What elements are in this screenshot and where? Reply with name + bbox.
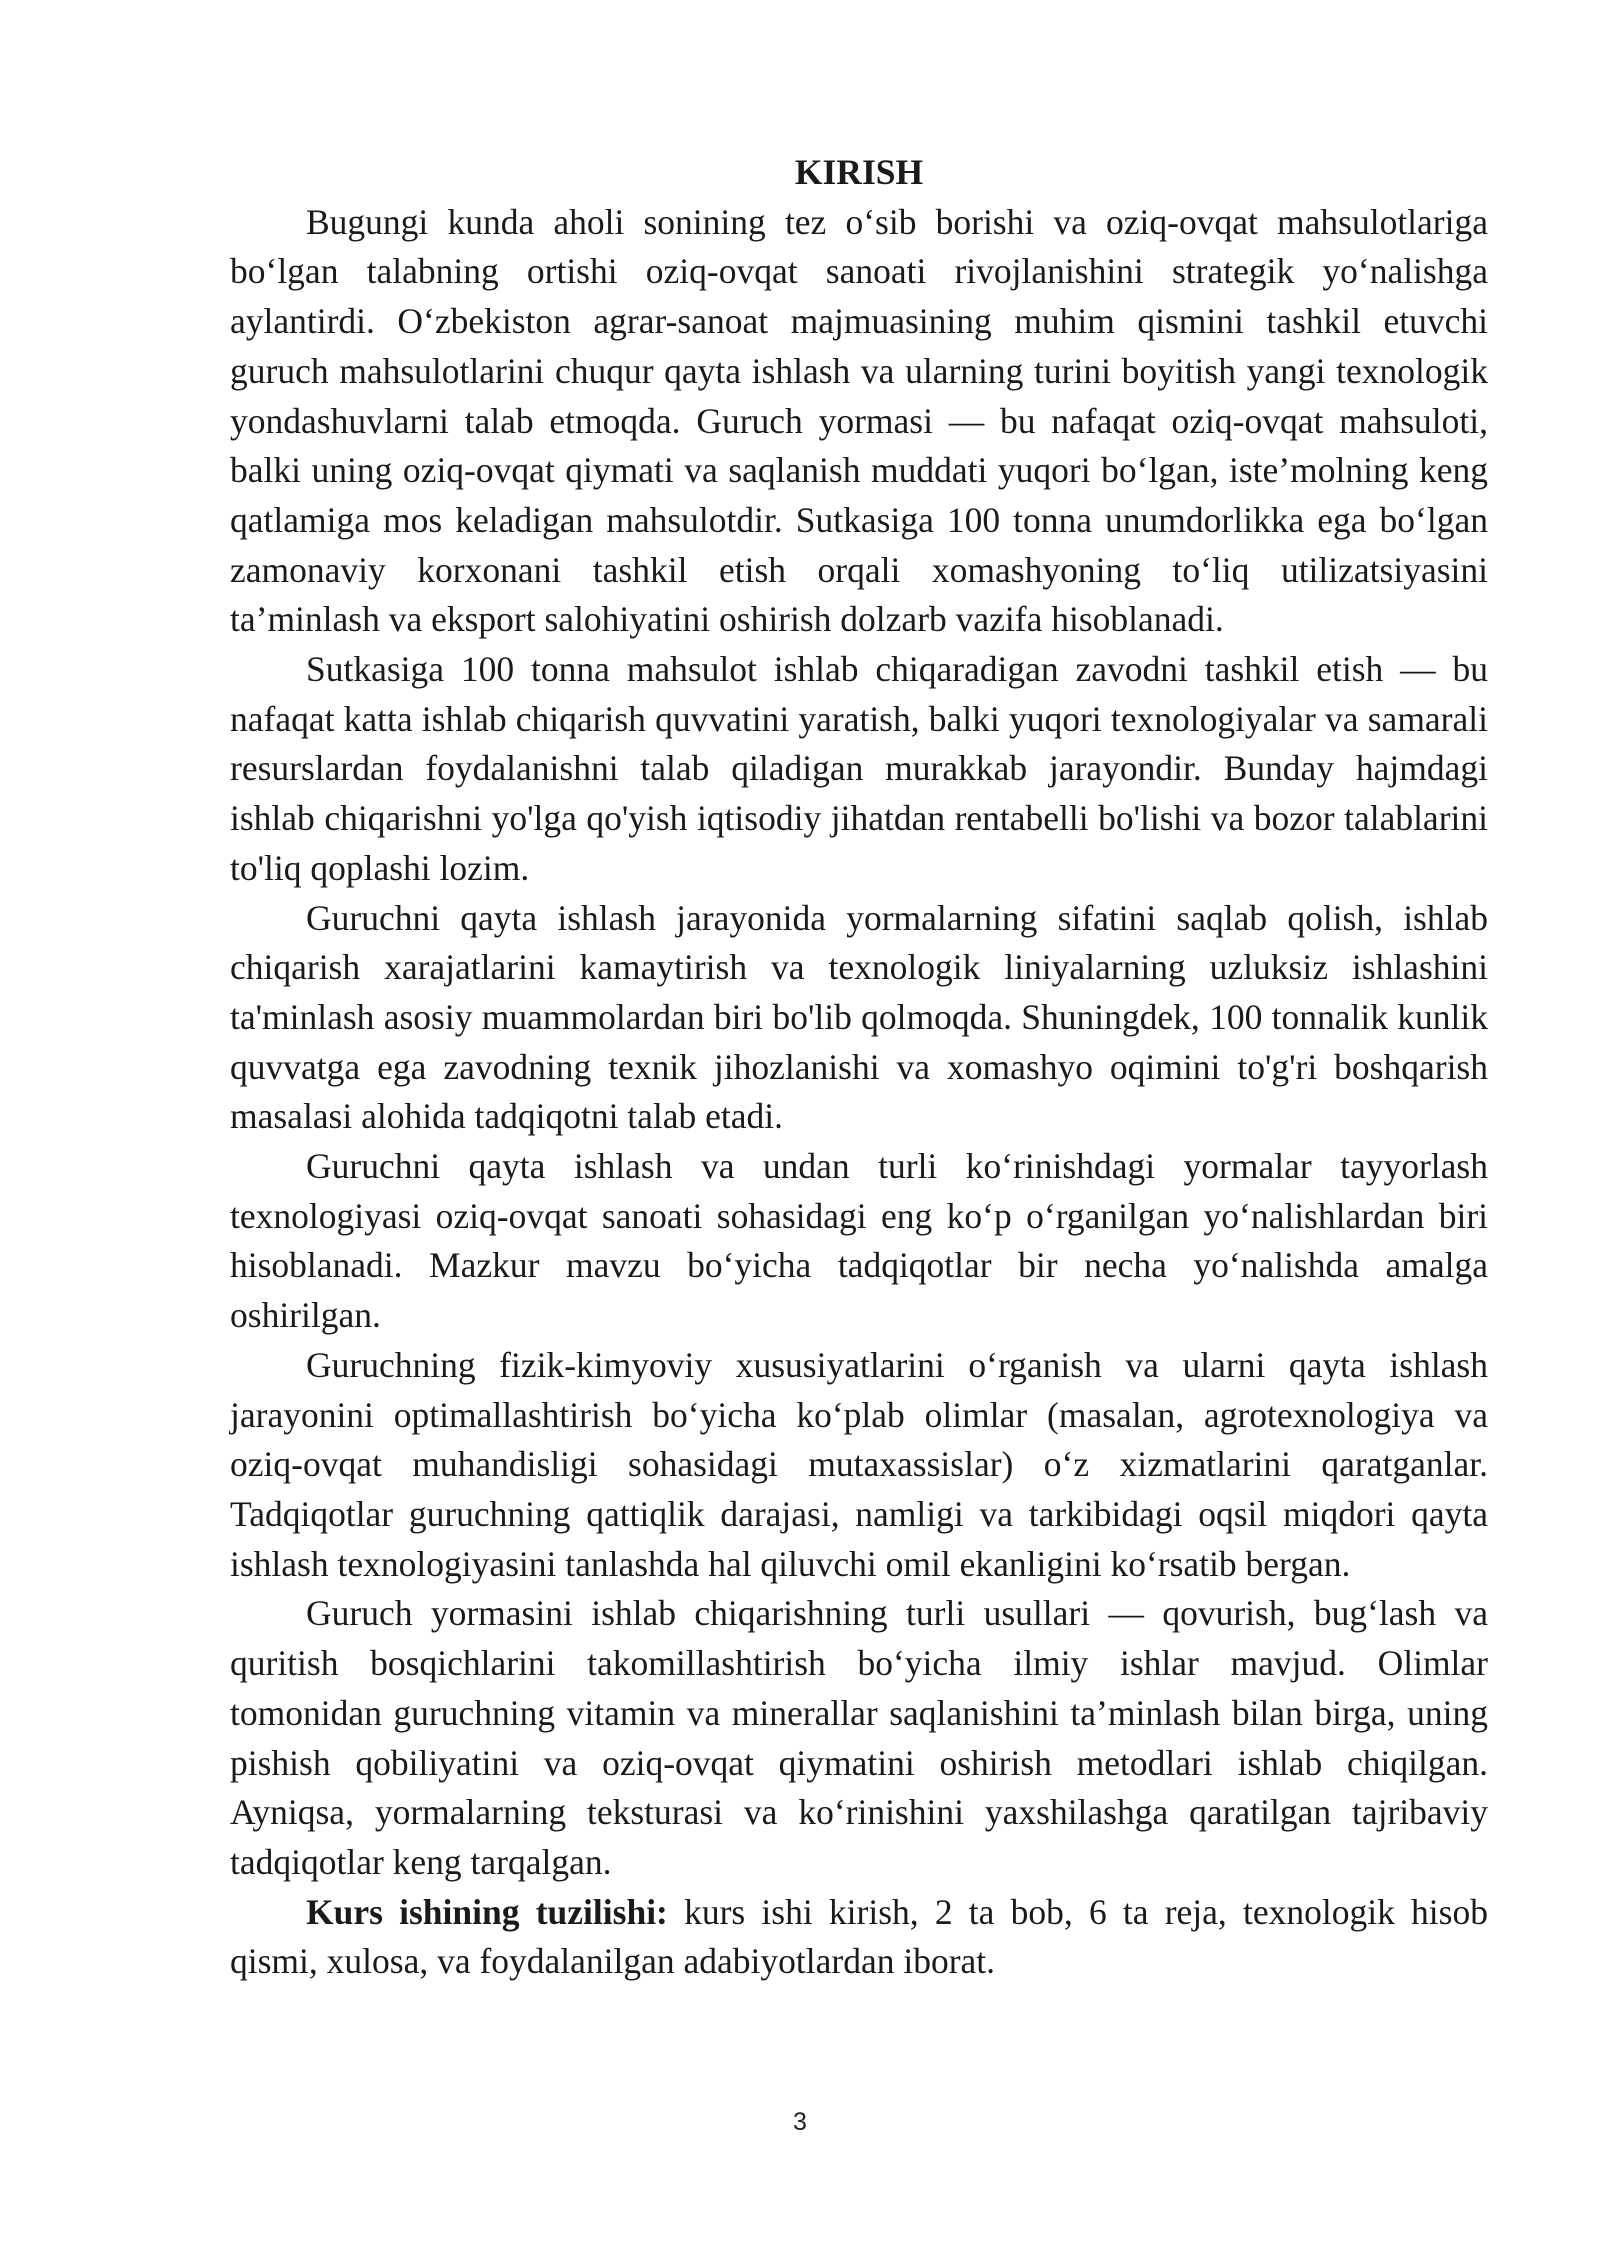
paragraph-2: Sutkasiga 100 tonna mahsulot ishlab chiqaradigan zavodni tashkil etish — bu nafaqat katta ishlab chiqarish quvvatini yaratish, balki yuqori texnologiyalar va samarali resurslardan foydalanishni talab qiladigan murakkab jarayondir. Bunday hajmdagi ishlab chiqarishni yo'lga qo'yish iqtisodiy jihatdan rentabelli bo'lishi va bozor talablarini to'liq qoplashi lozim. (230, 649, 1488, 888)
paragraph-3: Guruchni qayta ishlash jarayonida yormalarning sifatini saqlab qolish, ishlab chiqarish xarajatlarini kamaytirish va texnologik liniyalarning uzluksiz ishlashini ta'minlash asosiy muammolardan biri bo'lib qolmoqda. Shuningdek, 100 tonnalik kunlik quvvatga ega zavodning texnik jihozlanishi va xomashyo oqimini to'g'ri boshqarish masalasi alohida tadqiqotni talab etadi. (230, 897, 1488, 1137)
structure-label: Kurs ishining tuzilishi: (306, 1891, 668, 1932)
paragraph-1: Bugungi kunda aholi sonining tez o‘sib borishi va oziq-ovqat mahsulotlariga bo‘lgan talabning ortishi oziq-ovqat sanoati rivojlanishini strategik yo‘nalishga aylantirdi. O‘zbekiston agrar-sanoat majmuasining muhim qismini tashkil etuvchi guruch mahsulotlarini chuqur qayta ishlash va ularning turini boyitish yangi texnologik yondashuvlarni talab etmoqda. Guruch yormasi — bu nafaqat oziq-ovqat mahsuloti, balki uning oziq-ovqat qiymati va saqlanish muddati yuqori bo‘lgan, iste’molning keng qatlamiga mos keladigan mahsulotdir. Sutkasiga 100 tonna unumdorlikka ega bo‘lgan zamonaviy korxonani tashkil etish orqali xomashyoning to‘liq utilizatsiyasini ta’minlash va eksport salohiyatini oshirish dolzarb vazifa hisoblanadi. (230, 201, 1488, 640)
paragraph-5: Guruchning fizik-kimyoviy xususiyatlarini o‘rganish va ularni qayta ishlash jarayonini optimallashtirish bo‘yicha ko‘plab olimlar (masalan, agrotexnologiya va oziq-ovqat muhandisligi sohasidagi mutaxassislar) o‘z xizmatlarini qaratganlar. Tadqiqotlar guruchning qattiqlik darajasi, namligi va tarkibidagi oqsil miqdori qayta ishlash texnologiyasini tanlashda hal qiluvchi omil ekanligini ko‘rsatib bergan. (230, 1344, 1488, 1584)
structure-text: kurs ishi kirish, 2 ta bob, 6 ta reja, texnologik hisob qismi, xulosa, va foydalanilgan adabiyotlardan iborat. (230, 1891, 1488, 1982)
section-title: KIRISH (794, 152, 924, 192)
structure-paragraph (230, 1888, 1488, 1987)
page-content (230, 148, 1488, 1987)
paragraph-6: Guruch yormasini ishlab chiqarishning turli usullari — qovurish, bug‘lash va quritish bosqichlarini takomillashtirish bo‘yicha ilmiy ishlar mavjud. Olimlar tomonidan guruchning vitamin va minerallar saqlanishini ta’minlash bilan birga, uning pishish qobiliyatini va oziq-ovqat qiymatini oshirish metodlari ishlab chiqilgan. Ayniqsa, yormalarning teksturasi va ko‘rinishini yaxshilashga qaratilgan tajribaviy tadqiqotlar keng tarqalgan. (230, 1593, 1488, 1882)
paragraph-4: Guruchni qayta ishlash va undan turli ko‘rinishdagi yormalar tayyorlash texnologiyasi oziq-ovqat sanoati sohasidagi eng ko‘p o‘rganilgan yo‘nalishlardan biri hisoblanadi. Mazkur mavzu bo‘yicha tadqiqotlar bir necha yo‘nalishda amalga oshirilgan. (230, 1146, 1488, 1336)
page-number: 3 (793, 2108, 807, 2136)
